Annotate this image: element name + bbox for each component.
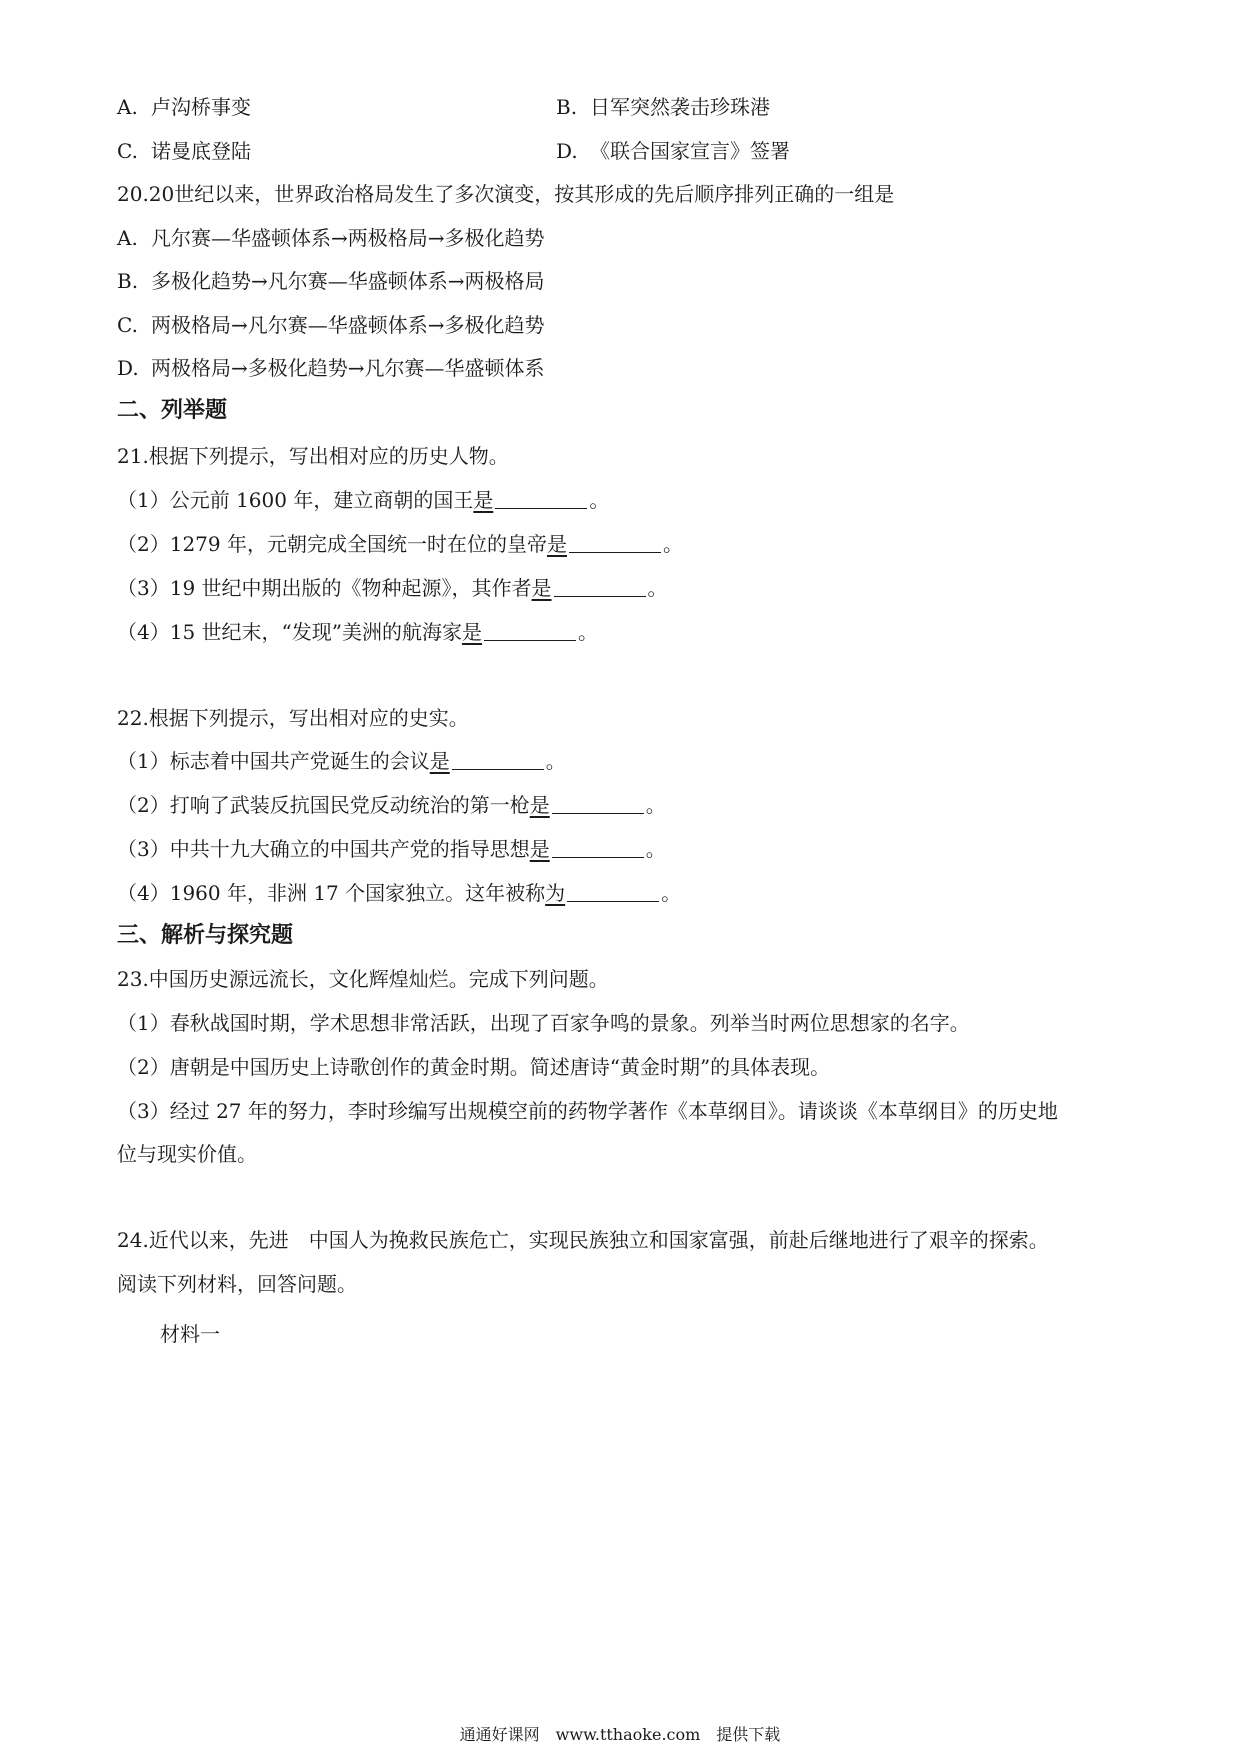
q23-stem: 23.中国历史源远流长，文化辉煌灿烂。完成下列问题。 [117, 967, 609, 991]
item-underlined-word: 是 [546, 532, 567, 556]
q21-item-3 [117, 575, 668, 601]
q21-item-2 [117, 531, 683, 557]
item-end: 。 [661, 881, 682, 905]
item-text: （1）公元前 1600 年，建立商朝的国王 [117, 488, 474, 512]
q22-item-1 [117, 748, 566, 774]
option-text: 凡尔赛—华盛顿体系→两极格局→多极化趋势 [151, 226, 545, 250]
item-end: 。 [545, 749, 566, 773]
answer-blank[interactable] [554, 576, 646, 597]
option-label: B. [117, 269, 139, 293]
option-text: 日军突然袭击珍珠港 [590, 95, 770, 119]
item-underlined-word: 是 [461, 620, 482, 644]
answer-blank[interactable] [452, 749, 544, 770]
option-label: D. [556, 139, 578, 163]
answer-blank[interactable] [552, 793, 644, 814]
q21-item-1 [117, 487, 609, 513]
option-label: B. [556, 95, 578, 119]
item-end: 。 [645, 837, 666, 861]
item-end: 。 [577, 620, 598, 644]
q22-item-3 [117, 836, 666, 862]
q23-item-3-continued: 位与现实价值。 [117, 1142, 257, 1166]
q24-material-1-label: 材料一 [160, 1322, 220, 1346]
q22-item-2 [117, 792, 666, 818]
option-text: 诺曼底登陆 [151, 139, 251, 163]
item-text: （4）15 世纪末，“发现”美洲的航海家 [117, 620, 462, 644]
item-text: （2）1279 年，元朝完成全国统一时在位的皇帝 [117, 532, 547, 556]
q20-option-c [117, 312, 545, 338]
answer-blank[interactable] [495, 488, 587, 509]
option-label: A. [117, 226, 138, 250]
q19-option-a [117, 94, 251, 120]
answer-blank[interactable] [484, 620, 576, 641]
item-end: 。 [645, 793, 666, 817]
option-label: C. [117, 313, 138, 337]
item-underlined-word: 是 [531, 576, 552, 600]
q20-option-a [117, 225, 545, 251]
q24-stem: 24.近代以来，先进 中国人为挽救民族危亡，实现民族独立和国家富强，前赴后继地进行了艰辛的探索。 [117, 1228, 1049, 1252]
q20-stem: 20.20世纪以来，世界政治格局发生了多次演变，按其形成的先后顺序排列正确的一组是 [117, 182, 895, 206]
q24-instruction: 阅读下列材料，回答问题。 [117, 1272, 357, 1296]
option-text: 两极格局→凡尔赛—华盛顿体系→多极化趋势 [151, 313, 545, 337]
q21-item-4 [117, 619, 598, 645]
q22-item-4 [117, 880, 681, 906]
item-end: 。 [647, 576, 668, 600]
q19-option-c [117, 138, 251, 164]
option-text: 卢沟桥事变 [151, 95, 251, 119]
q21-stem: 21.根据下列提示，写出相对应的历史人物。 [117, 444, 509, 468]
option-text: 《联合国家宣言》签署 [590, 139, 790, 163]
q20-option-b [117, 268, 545, 294]
q20-option-d [117, 355, 545, 381]
q23-item-3: （3）经过 27 年的努力，李时珍编写出规模空前的药物学著作《本草纲目》。请谈谈《本草纲目》的历史地 [117, 1099, 1058, 1123]
answer-blank[interactable] [552, 837, 644, 858]
q23-item-2: （2）唐朝是中国历史上诗歌创作的黄金时期。简述唐诗“黄金时期”的具体表现。 [117, 1055, 831, 1079]
answer-blank[interactable] [569, 532, 661, 553]
option-label: C. [117, 139, 138, 163]
item-underlined-word: 是 [473, 488, 494, 512]
item-text: （4）1960 年，非洲 17 个国家独立。这年被称 [117, 881, 546, 905]
item-underlined-word: 为 [545, 881, 566, 905]
item-text: （2）打响了武装反抗国民党反动统治的第一枪 [117, 793, 530, 817]
q19-option-d [556, 138, 790, 164]
item-underlined-word: 是 [529, 837, 550, 861]
answer-blank[interactable] [567, 881, 659, 902]
q23-item-1: （1）春秋战国时期，学术思想非常活跃，出现了百家争鸣的景象。列举当时两位思想家的名字。 [117, 1011, 970, 1035]
option-text: 多极化趋势→凡尔赛—华盛顿体系→两极格局 [151, 269, 545, 293]
item-end: 。 [589, 488, 610, 512]
item-underlined-word: 是 [529, 793, 550, 817]
section-title-listing: 二、列举题 [117, 398, 228, 423]
item-end: 。 [662, 532, 683, 556]
section-title-analysis: 三、解析与探究题 [117, 923, 294, 948]
option-text: 两极格局→多极化趋势→凡尔赛—华盛顿体系 [151, 356, 545, 380]
option-label: A. [117, 95, 138, 119]
item-text: （3）19 世纪中期出版的《物种起源》，其作者 [117, 576, 532, 600]
q22-stem: 22.根据下列提示，写出相对应的史实。 [117, 706, 469, 730]
page-footer: 通通好课网 www.tthaoke.com 提供下载 [459, 1725, 781, 1744]
item-text: （1）标志着中国共产党诞生的会议 [117, 749, 430, 773]
item-text: （3）中共十九大确立的中国共产党的指导思想 [117, 837, 530, 861]
q19-option-b [556, 94, 770, 120]
item-underlined-word: 是 [429, 749, 450, 773]
option-label: D. [117, 356, 139, 380]
